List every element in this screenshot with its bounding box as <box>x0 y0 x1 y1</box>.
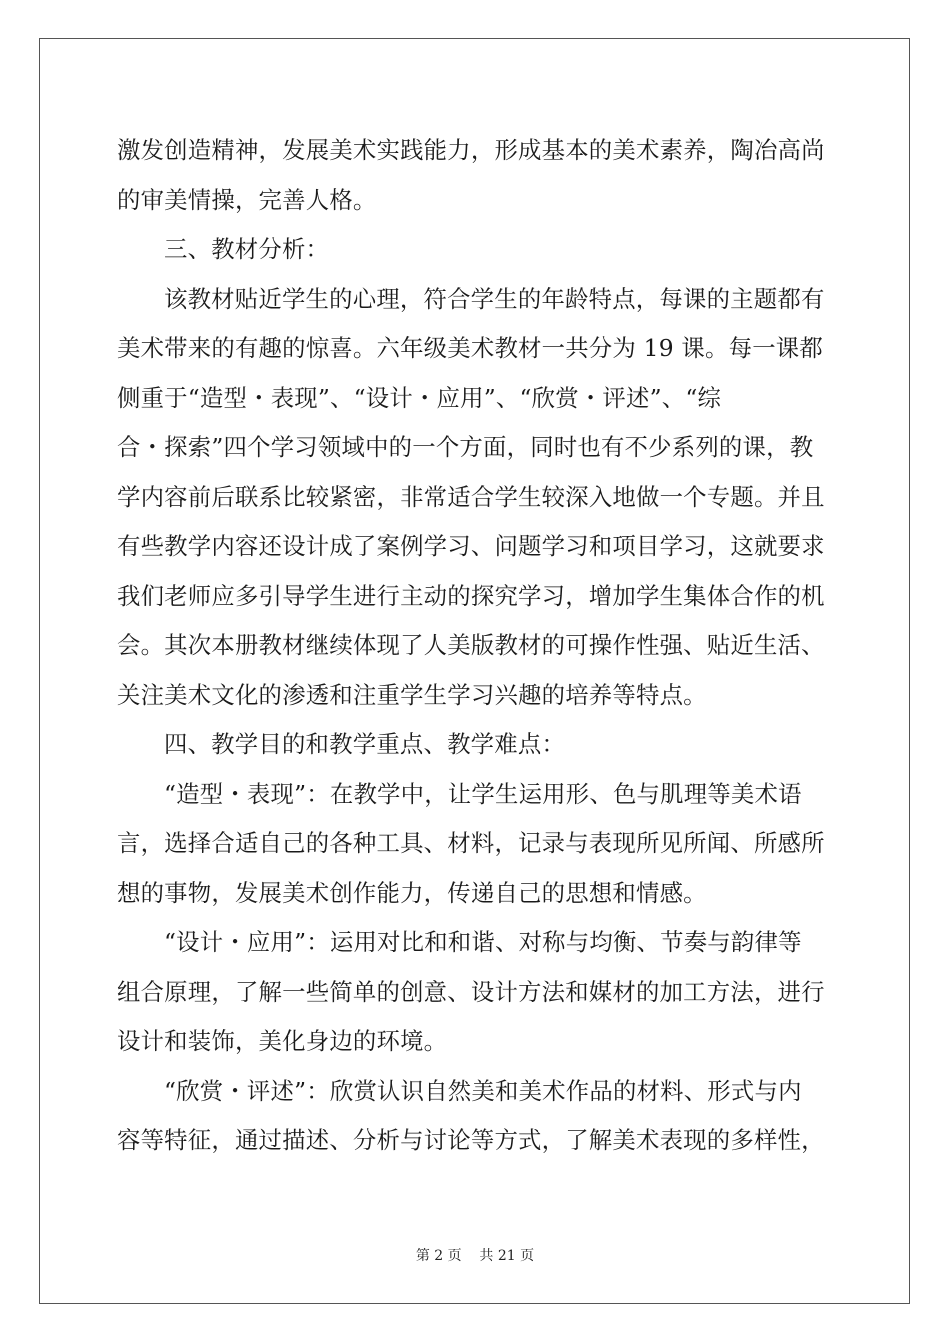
text-line-18: 组合原理，了解一些简单的创意、设计方法和媒材的加工方法，进行 <box>117 977 825 1006</box>
text-line-11: 会。其次本册教材继续体现了人美版教材的可操作性强、贴近生活、 <box>117 631 825 659</box>
text-line-6: 侧重于“造型・表现”、“设计・应用”、“欣赏・评述”、“综 <box>117 383 722 412</box>
text-line-16: 想的事物，发展美术创作能力，传递自己的思想和情感。 <box>117 878 707 907</box>
section-heading-goals: 四、教学目的和教学重点、教学难点： <box>164 730 566 758</box>
text-line-17: “设计・应用”：运用对比和和谐、对称与均衡、节奏与韵律等 <box>164 928 802 956</box>
text-line-5: 美术带来的有趣的惊喜。六年级美术教材一共分为 19 课。每一课都 <box>117 334 823 362</box>
text-line-1: 激发创造精神，发展美术实践能力，形成基本的美术素养，陶冶高尚 <box>117 136 825 164</box>
text-line-7: 合・探索”四个学习领域中的一个方面，同时也有不少系列的课，教 <box>117 433 814 461</box>
text-line-12: 关注美术文化的渗透和注重学生学习兴趣的培养等特点。 <box>117 680 707 709</box>
text-line-10: 我们老师应多引导学生进行主动的探究学习，增加学生集体合作的机 <box>117 581 825 610</box>
text-line-4: 该教材贴近学生的心理，符合学生的年龄特点，每课的主题都有 <box>164 284 825 313</box>
text-line-15: 言，选择合适自己的各种工具、材料，记录与表现所见所闻、所感所 <box>117 829 825 857</box>
text-line-14: “造型・表现”：在教学中，让学生运用形、色与肌理等美术语 <box>164 779 802 808</box>
text-line-2: 的审美情操，完善人格。 <box>117 185 377 214</box>
page-number-footer: 第 2 页 共 21 页 <box>415 1248 535 1264</box>
text-line-9: 有些教学内容还设计成了案例学习、问题学习和项目学习，这就要求 <box>117 532 825 560</box>
text-line-20: “欣赏・评述”：欣赏认识自然美和美术作品的材料、形式与内 <box>164 1076 802 1105</box>
document-body <box>117 126 835 1166</box>
section-heading-materials: 三、教材分析： <box>164 235 330 263</box>
text-line-8: 学内容前后联系比较紧密，非常适合学生较深入地做一个专题。并且 <box>117 482 825 511</box>
text-line-21: 容等特征，通过描述、分析与讨论等方式，了解美术表现的多样性， <box>117 1126 825 1154</box>
text-line-19: 设计和装饰，美化身边的环境。 <box>117 1027 448 1055</box>
